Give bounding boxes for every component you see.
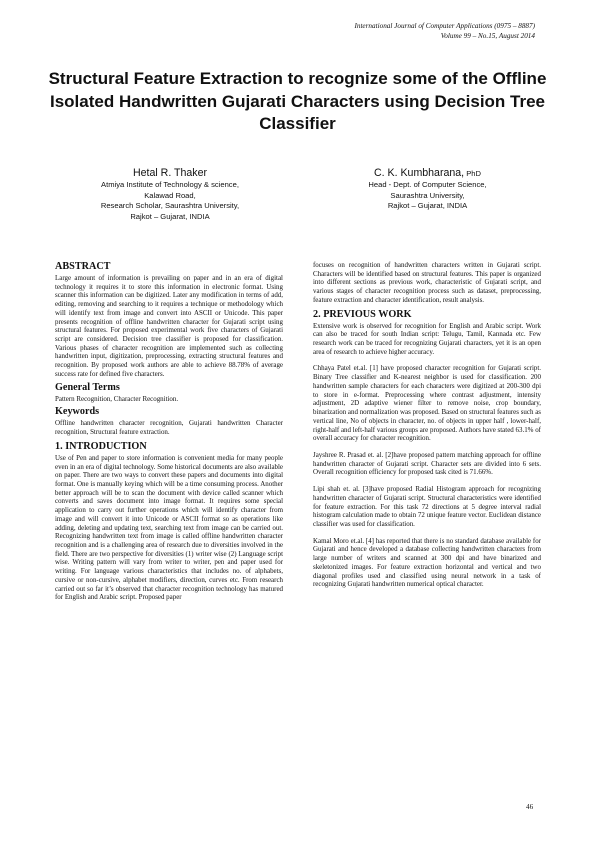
abstract-heading: ABSTRACT — [55, 261, 111, 272]
author-affiliation-line: Atmiya Institute of Technology & science, — [101, 180, 239, 189]
journal-volume: Volume 99 – No.15, August 2014 — [440, 31, 535, 40]
general-terms-text: Pattern Recognition, Character Recognition. — [55, 394, 179, 403]
paper-title: Structural Feature Extraction to recognize some of the Offline Isolated Handwritten Gujarati Characters using Decision Tree Classifier — [48, 69, 547, 134]
author-affiliation-line: Rajkot – Gujarat, INDIA — [387, 201, 468, 211]
previous-work-paragraph: Chhaya Patel et.al. [1] have proposed character recognition for Gujarati script. Binary Tree classifier and K-nearest neighbor is used for classification. 200 handwritten sample characters for each characters were digitized at 200-300 dpi to store in e-format. Preprocessing where contrast adjustment, intensity adjustment, 2D adaptive wiener filter to remove noise, crop boundary, binarization and normalization was proposed. Based on structural features such as vertical line, No of objects in character, no. of objects in upper half , lower-half, right-half and left-half various groups are proposed. Authors have stated 63.1% of overall accuracy for character recognition. — [313, 364, 541, 443]
author-name: Hetal R. Thaker — [133, 167, 207, 179]
previous-work-heading: 2. PREVIOUS WORK — [313, 308, 412, 320]
keywords-text: Offline handwritten character recognition, Gujarati handwritten Character recognition, Structural feature extraction. — [55, 419, 283, 437]
previous-work-paragraph: Lipi shah et. al. [3]have proposed Radial Histogram approach for recognizing handwritten character of Gujarati script. Structural characteristics were identified for feature extraction. For this task 72 directions at 5 degree interval radial histogram calculation made to obtain 72 unique feature vector. Euclidean distance classifier was used for classification. — [313, 485, 541, 528]
author-block-2 — [300, 167, 555, 212]
author-affiliation-line: Saurashtra University, — [390, 190, 465, 200]
right-column — [313, 261, 541, 589]
previous-work-paragraph: Extensive work is observed for recognition for English and Arabic script. Work can also be traced for south Indian script: Telugu, Tamil, Kannada etc. Few research work can be traced for recognizing Gujarati characters, yet it is an open area of research to achieve higher accuracy. — [313, 321, 541, 356]
previous-work-paragraph: Kamal Moro et.al. [4] has reported that there is no standard database available for Gujarati and hence developed a database collecting handwritten characters from large number of writers and scanned at 300 dpi and have binarized and skeletonized images. For feature extraction horizontal and vertical and two diagonal profiles used and classified using neural network in a task of recognizing Gujarati handwritten numerical optical character. — [313, 536, 541, 589]
author-affiliation-line: Research Scholar, Saurashtra University, — [100, 201, 240, 211]
previous-work-paragraph: Jayshree R. Prasad et. al. [2]have proposed pattern matching approach for offline handwritten character of Gujarati script. Character sets are divided into 6 sets. Overall recognition efficiency for proposed task cited is 71.66%. — [313, 450, 541, 477]
journal-header — [354, 22, 535, 41]
introduction-continuation: focuses on recognition of handwritten characters written in Gujarati script. Characters will be identified based on structural features. This paper is organized into different sections as previous work, characteristic of Gujarati script, and various stages of character recognition process such as dataset, preprocessing, feature extraction and character identification, result analysis. — [313, 261, 541, 304]
author-affiliation-line: Rajkot – Gujarat, INDIA — [130, 211, 210, 221]
author-affiliation-line: Kalawad Road, — [144, 190, 196, 200]
general-terms-heading: General Terms — [55, 381, 120, 393]
introduction-text: Use of Pen and paper to store information is convenient media for many people even in an era of digital technology. Some historical documents are also available on paper. There are two ways to convert these papers and documents into digital format. One is manually keying which will be a time consuming process. Another better approach will be to scan the document with device called scanner which converts and saves document into image format. It requires some special application to carry out further operations which will identify character from image and will convert it into Unicode or ASCII format so as operations like adding, deleting and updating text, searching text from image can be carried out. Recognizing handwritten text from image is called offline handwritten character recognition and is a challenging area of research due to diversities involved in the field. There are two perspective for diversities (1) writer wise (2) Language script wise. Writing pattern will vary from writer to writer, pen and paper used for writing. For language various characteristics that includes no. of alphabets, cursive or non-cursive, alphabet modifiers, direction, curves etc. From research carried out so far it’s observed that character recognition technology has matured for English and Arabic script. Proposed paper — [55, 453, 283, 602]
abstract-text: Large amount of information is prevailing on paper and in an era of digital technology it requires it to store this information in electronic format. Using scanner this information can be digitized. Later any modification in terms of add, editing, removing and searching to it requires a technique or methodology which will identify text from image and convert into ASCII or Unicode. This paper presents recognition of offline handwritten character for Gujarati script using structural features. For proposed experimental work five characters of Gujarati script are considered. Decision tree classifier is proposed for classification. Various phases of character recognition are implemented such as collecting handwritten input, digitization, preprocessing, extracting structural features and recognition. By proposed work authors are able to achieve 88.78% of average success rate for defined five characters. — [55, 274, 283, 378]
page-number: 46 — [526, 803, 534, 811]
author-degree: PhD — [464, 169, 481, 178]
left-column — [55, 261, 283, 602]
author-affiliation-line: Head - Dept. of Computer Science, — [368, 180, 487, 189]
keywords-heading: Keywords — [55, 406, 100, 418]
author-block-1 — [40, 167, 300, 222]
author-name: C. K. Kumbharana, — [374, 167, 465, 179]
introduction-heading: 1. INTRODUCTION — [55, 440, 147, 452]
journal-name: International Journal of Computer Applications (0975 – 8887) — [354, 22, 535, 30]
